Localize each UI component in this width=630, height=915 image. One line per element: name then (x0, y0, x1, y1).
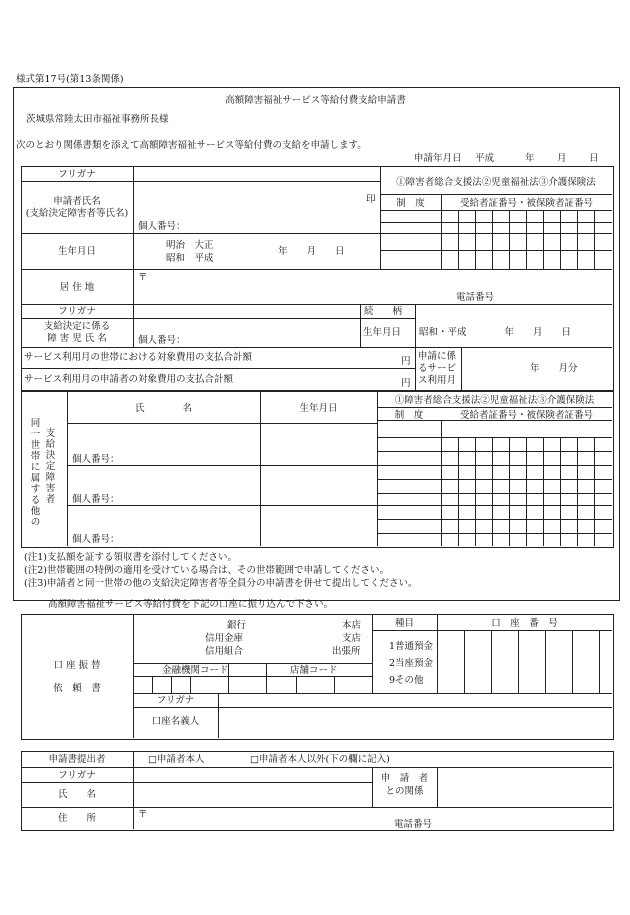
household-total-label: サービス利用月の世帯における対象費用の支払合計額 (24, 352, 253, 363)
account-type-3: 9その他 (389, 675, 424, 686)
bank-type-bank: 銀行 (227, 620, 247, 631)
member-name-col-header: 氏 名 (134, 403, 192, 414)
member-3-my-number: 個人番号： (72, 534, 120, 545)
account-type-label: 種目 (394, 618, 414, 629)
addressee: 茨城県常陸太田市福祉事務所長様 (26, 114, 169, 125)
applicant-furigana-label: フリガナ (58, 169, 96, 180)
service-month-label-3: ス利用月 (418, 375, 457, 386)
service-month-label-2: るサービ (418, 363, 457, 374)
submitter-address-label: 住 所 (57, 813, 96, 824)
branch-code-label: 店舗コード (290, 665, 338, 676)
form-number: 様式第17号(第13条関係) (16, 74, 124, 85)
submitter-postal-mark: 〒 (138, 809, 148, 820)
applicant-seal: 印 (366, 194, 376, 205)
cert-label-1: 受給者証番号・被保険者証番号 (459, 198, 593, 209)
bank-type-kumiai: 信用組合 (205, 646, 244, 657)
household-vertical-label-1: 同一世帯に属する他の (30, 418, 41, 528)
applicant-total-label: サービス利用月の申請者の対象費用の支払合計額 (24, 374, 234, 385)
submitter-option-other[interactable]: □申請者本人以外(下の欄に記入) (250, 754, 390, 765)
bank-type-shinkin: 信用金庫 (205, 633, 244, 644)
applicant-name-label: 申請者氏名 (53, 196, 101, 207)
service-month-value: 年 月分 (530, 363, 578, 374)
note-2: (注2)世帯範囲の特例の適用を受けている場合は、その世帯範囲で申請してください。 (24, 565, 389, 576)
applicant-phone-label: 電話番号 (456, 292, 495, 303)
form-title: 高額障害福祉サービス等給付費支給申請書 (225, 95, 406, 106)
child-birth-value: 昭和・平成 年 月 日 (419, 327, 572, 338)
institution-code-label: 金融機関コード (162, 665, 229, 676)
application-date-day: 日 (589, 153, 599, 164)
applicant-name-sublabel: (支給決定障害者等氏名) (25, 208, 129, 219)
law-header-1: ①障害者総合支援法②児童福祉法③介護保険法 (396, 177, 596, 188)
bank-label-1: 口 座 振 替 (53, 660, 101, 671)
applicant-address-label: 居 住 地 (59, 282, 95, 293)
member-1-my-number: 個人番号： (72, 454, 120, 465)
applicant-my-number-label: 個人番号： (138, 221, 186, 232)
child-furigana-label: フリガナ (58, 306, 96, 317)
intro-text: 次のとおり関係書類を添えて高額障害福祉サービス等給付費の支給を申請します。 (16, 140, 367, 151)
applicant-total-yen: 円 (401, 378, 411, 389)
bank-label-2: 依 頼 書 (53, 683, 101, 694)
cert-label-2: 受給者証番号・被保険者証番号 (459, 410, 593, 421)
applicant-birth-label: 生年月日 (57, 246, 96, 257)
system-label-1: 制 度 (396, 198, 425, 209)
branch-shiten: 支店 (342, 633, 362, 644)
note-3: (注3)申請者と同一世帯の他の支給決定障害者等全員分の申請書を併せて提出してください。 (24, 578, 418, 589)
submitter-relation-label-2: との関係 (385, 786, 424, 797)
member-birth-col-header: 生年月日 (299, 403, 338, 414)
submitter-relation-label-1: 申 請 者 (380, 773, 429, 784)
household-total-yen: 円 (401, 356, 411, 367)
branch-honten: 本店 (342, 620, 362, 631)
account-holder-furigana-label: フリガナ (156, 695, 195, 706)
child-birth-label: 生年月日 (363, 327, 402, 338)
child-my-number-label: 個人番号： (138, 335, 186, 346)
submitter-phone-label: 電話番号 (394, 819, 433, 830)
applicant-postal-mark: 〒 (138, 272, 148, 283)
account-number-label: 口 座 番 号 (491, 618, 558, 629)
member-2-my-number: 個人番号： (72, 494, 120, 505)
service-month-label-1: 申請に係 (418, 351, 457, 362)
submitter-option-self[interactable]: □申請者本人 (148, 754, 205, 765)
applicant-era-2: 昭和 平成 (166, 253, 214, 264)
application-date-month: 月 (557, 153, 567, 164)
bank-transfer-table (21, 614, 614, 740)
application-date-year: 年 (525, 153, 535, 164)
law-header-2: ①障害者総合支援法②児童福祉法③介護保険法 (394, 395, 595, 406)
applicant-era-1: 明治 大正 (166, 240, 214, 251)
submitter-name-label: 氏 名 (57, 789, 96, 800)
submitter-furigana-label: フリガナ (58, 770, 96, 781)
note-1: (注1)支払額を証する領収書を添付してください。 (24, 552, 237, 563)
branch-shucho: 出張所 (332, 646, 361, 657)
submitter-label: 申請書提出者 (48, 754, 106, 765)
application-date-era: 平成 (475, 153, 495, 164)
account-holder-label: 口座名義人 (151, 716, 200, 727)
bank-intro: 高額障害福祉サービス等給付費を下記の口座に振り込んで下さい。 (48, 599, 334, 610)
household-vertical-label-2: 支給決定障害者 (45, 428, 56, 505)
system-label-2: 制 度 (394, 410, 424, 421)
child-name-label-1: 支給決定に係る (43, 321, 111, 332)
account-type-1: 1普通預金 (389, 641, 434, 652)
child-name-label-2: 障 害 児 氏 名 (47, 333, 107, 344)
account-type-2: 2当座預金 (389, 658, 434, 669)
child-relation-label: 続 柄 (364, 306, 403, 317)
applicant-ymd: 年 月 日 (278, 246, 345, 257)
application-date-label: 申請年月日 (414, 153, 462, 164)
